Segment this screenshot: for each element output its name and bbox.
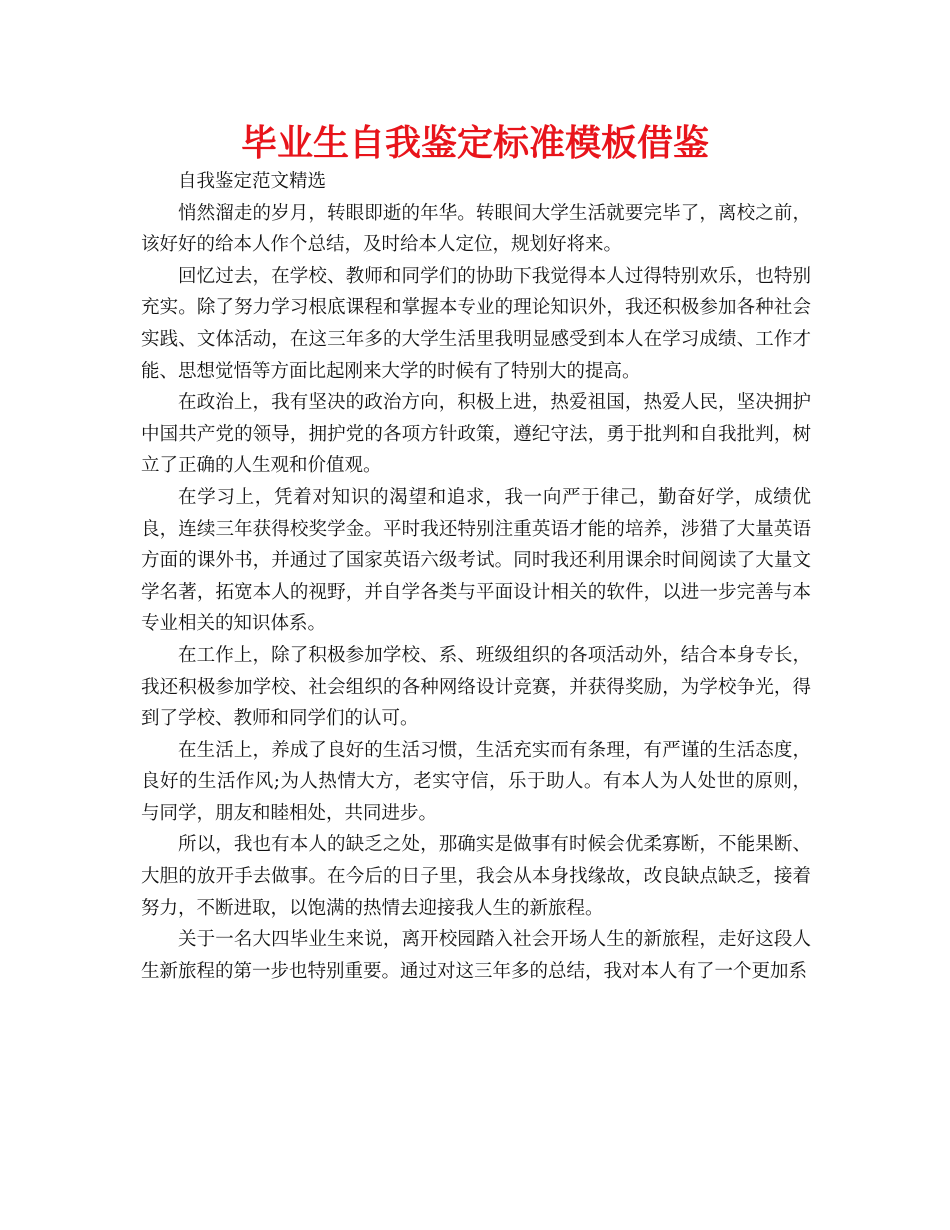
document-body [141,166,811,987]
paragraph-review: 回忆过去，在学校、教师和同学们的协助下我觉得本人过得特别欢乐，也特别充实。除了努力学习根底课程和掌握本专业的理论知识外，我还积极参加各种社会实践、文体活动，在这三年多的大学生活里我明显感受到本人在学习成绩、工作才能、思想觉悟等方面比起刚来大学的时候有了特别大的提高。 [141,265,811,382]
paragraph-work: 在工作上，除了积极参加学校、系、班级组织的各项活动外，结合本身专长，我还积极参加学校、社会组织的各种网络设计竞赛，并获得奖励，为学校争光，得到了学校、教师和同学们的认可。 [141,644,811,730]
paragraph-intro: 悄然溜走的岁月，转眼即逝的年华。转眼间大学生活就要完毕了，离校之前，该好好的给本人作个总结，及时给本人定位，规划好将来。 [141,202,811,256]
paragraph-politics: 在政治上，我有坚决的政治方向，积极上进，热爱祖国，热爱人民，坚决拥护中国共产党的领导，拥护党的各项方针政策，遵纪守法，勇于批判和自我批判，树立了正确的人生观和价值观。 [141,392,811,477]
paragraph-shortcomings: 所以，我也有本人的缺乏之处，那确实是做事有时候会优柔寡断，不能果断、大胆的放开手去做事。在今后的日子里，我会从本身找缘故，改良缺点缺乏，接着努力，不断进取，以饱满的热情去迎接我人生的新旅程。 [141,834,811,919]
paragraph-conclusion: 关于一名大四毕业生来说，离开校园踏入社会开场人生的新旅程，走好这段人生新旅程的第一步也特别重要。通过对这三年多的总结，我对本人有了一个更加系 [141,929,811,982]
paragraph-life: 在生活上，养成了良好的生活习惯，生活充实而有条理，有严谨的生活态度，良好的生活作风;为人热情大方，老实守信，乐于助人。有本人为人处世的原则，与同学，朋友和睦相处，共同进步。 [141,739,811,824]
paragraph-study: 在学习上，凭着对知识的渴望和追求，我一向严于律己，勤奋好学，成绩优良，连续三年获得校奖学金。平时我还特别注重英语才能的培养，涉猎了大量英语方面的课外书，并通过了国家英语六级考试。同时我还利用课余时间阅读了大量文学名著，拓宽本人的视野，并自学各类与平面设计相关的软件，以进一步完善与本专业相关的知识体系。 [141,486,811,635]
document-title: 毕业生自我鉴定标准模板借鉴 [240,123,709,164]
paragraph-subtitle: 自我鉴定范文精选 [178,171,327,192]
